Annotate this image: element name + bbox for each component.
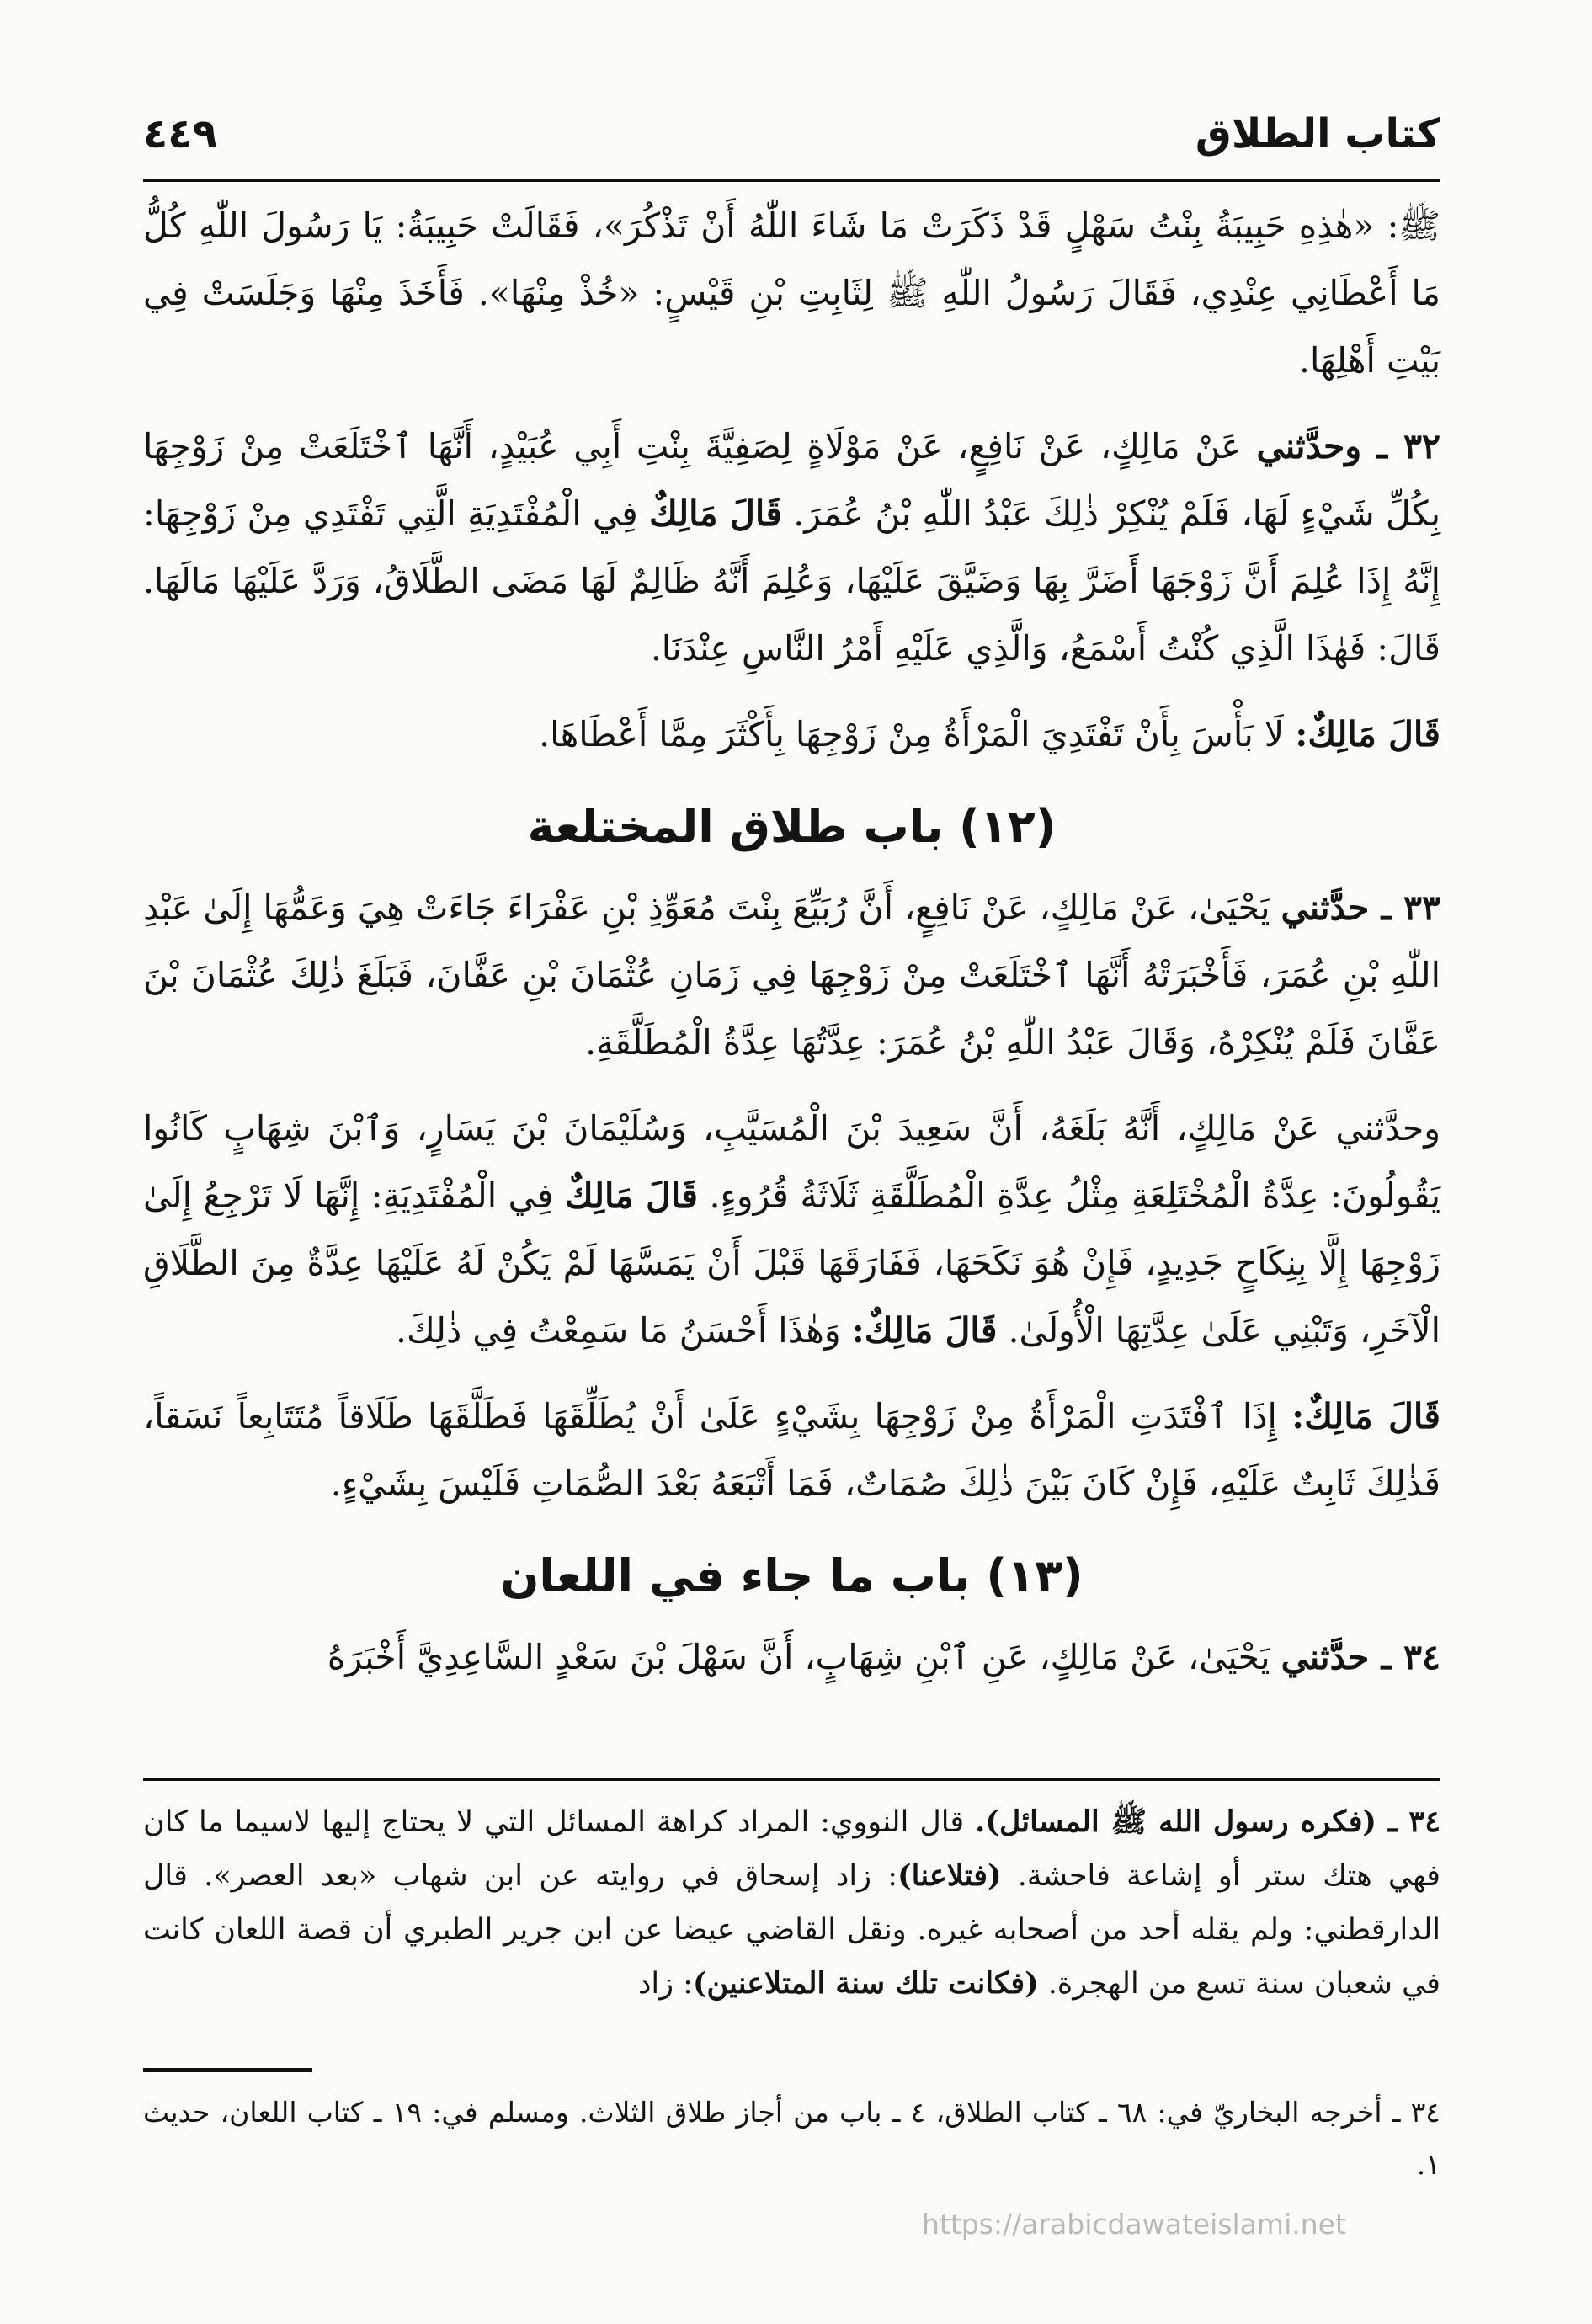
malik-said: قَالَ مَالِكٌ:: [1295, 714, 1440, 754]
malik-said: قَالَ مَالِكٌ:: [851, 1310, 998, 1351]
note-lead: ٣٤ ـ (فكره رسول الله ﷺ المسائل).: [975, 1804, 1440, 1839]
hadith-number: ٣٣ ـ حدَّثني: [1281, 887, 1440, 928]
paragraph-continued: [143, 192, 1440, 394]
hadith-text: فِي الْمُفْتَدِيَةِ الَّتِي تَفْتَدِي مِنْ زَوْجِهَا: إِنَّهُ إِذَا عُلِمَ أَنَّ زَوْجَهَا أَضَرَّ بِهَا وَضَيَّقَ عَلَيْهَا، وَعُلِمَ أَنَّهُ ظَالِمٌ لَهَا مَضَى الطَّلَاقُ، وَرَدَّ عَلَيْهَا مَالَهَا. قَالَ: فَهٰذَا الَّذِي كُنْتُ أَسْمَعُ، وَالَّذِي عَلَيْهِ أَمْرُ النَّاسِ عِنْدَنَا.: [143, 493, 1440, 669]
hadith-34: [143, 1623, 1440, 1691]
running-title: كتاب الطلاق: [1195, 110, 1440, 157]
hadith-number: ٣٤ ـ حدَّثني: [1281, 1637, 1440, 1677]
hadith-text: يَحْيَىٰ، عَنْ مَالِكٍ، عَنْ نَافِعٍ، أَنَّ رُبَيِّعَ بِنْتَ مُعَوِّذِ بْنِ عَفْرَاءَ جَاءَتْ هِيَ وَعَمُّهَا إِلَىٰ عَبْدِ اللّٰهِ بْنِ عُمَرَ، فَأَخْبَرَتْهُ أَنَّهَا ٱخْتَلَعَتْ مِنْ زَوْجِهَا فِي زَمَانِ عُثْمَانَ بْنِ عَفَّانَ، فَبَلَغَ ذٰلِكَ عُثْمَانَ بْنَ عَفَّانَ فَلَمْ يُنْكِرْهُ، وَقَالَ عَبْدُ اللّٰهِ بْنُ عُمَرَ: عِدَّتُهَا عِدَّةُ الْمُطَلَّقَةِ.: [143, 887, 1440, 1063]
statement-text: لَا بَأْسَ بِأَنْ تَفْتَدِيَ الْمَرْأَةُ مِنْ زَوْجِهَا بِأَكْثَرَ مِمَّا أَعْطَاهَا.: [539, 714, 1296, 754]
chapter-title-13: (١٣) باب ما جاء في اللعان: [500, 1549, 1084, 1602]
header-rule: [143, 179, 1440, 182]
malik-statement: [143, 701, 1440, 768]
page-header: [143, 105, 1440, 181]
chapter-title-12: (١٢) باب طلاق المختلعة: [527, 800, 1057, 853]
page-number: ٤٤٩: [143, 110, 217, 157]
note-text: قال النووي: المراد كراهة المسائل التي لا يحتاج إليها لاسيما ما كان فهي هتك ستر أو إشاعة فاحشة.: [143, 1805, 1441, 1893]
paragraph-mukhtali-a: [143, 1095, 1440, 1364]
hadith-32: [143, 413, 1440, 682]
main-text: [143, 192, 1440, 1709]
note-text: : زاد إسحاق في روايته عن ابن شهاب «بعد العصر». قال الدارقطني: ولم يقله أحد من أصحابه غيره. ونقل القاضي عيضا عن ابن جرير الطبري أن قصة اللعان كانت في شعبان سنة تسع من الهجرة.: [143, 1859, 1440, 2001]
hadith-text: يَحْيَىٰ، عَنْ مَالِكٍ، عَنِ ٱبْنِ شِهَابٍ، أَنَّ سَهْلَ بْنَ سَعْدٍ السَّاعِدِيَّ أَخْبَرَهُ: [327, 1637, 1281, 1677]
note-34: [143, 1795, 1440, 2011]
reference-34: ٣٤ ـ أخرجه البخاريّ في: ٦٨ ـ كتاب الطلاق، ٤ ـ باب من أجاز طلاق الثلاث. ومسلم في: ١٩ ـ كتاب اللعان، حديث ١.: [143, 2096, 1441, 2181]
note-text: : زاد: [637, 1967, 693, 2001]
malik-statement: [143, 1383, 1440, 1517]
paragraph-text: وحدَّثني عَنْ مَالِكٍ، أَنَّهُ بَلَغَهُ، أَنَّ سَعِيدَ بْنَ الْمُسَيَّبِ، وَسُلَيْمَانَ بْنَ يَسَارٍ، وَٱبْنَ شِهَابٍ كَانُوا يَقُولُونَ: عِدَّةُ الْمُخْتَلِعَةِ مِثْلُ عِدَّةِ الْمُطَلَّقَةِ ثَلَاثَةُ قُرُوءٍ.: [143, 1108, 1440, 1216]
paragraph-text: ﷺ: «هٰذِهِ حَبِيبَةُ بِنْتُ سَهْلٍ قَدْ ذَكَرَتْ مَا شَاءَ اللّٰهُ أَنْ تَذْكُرَ»، فَقَالَتْ حَبِيبَةُ: يَا رَسُولَ اللّٰهِ كُلُّ مَا أَعْطَانِي عِنْدِي، فَقَالَ رَسُولُ اللّٰهِ ﷺ لِثَابِتِ بْنِ قَيْسٍ: «خُذْ مِنْهَا». فَأَخَذَ مِنْهَا وَجَلَسَتْ فِي بَيْتِ أَهْلِهَا.: [143, 205, 1440, 381]
commentary-notes: [143, 1795, 1440, 2011]
malik-said: قَالَ مَالِكٌ: [564, 1175, 699, 1216]
note-bold: (فتلاعنا): [897, 1858, 1002, 1893]
watermark-url: https://arabicdawateislami.net: [922, 2208, 1346, 2241]
hadith-number: ٣٢ ـ وحدَّثني: [1256, 426, 1441, 466]
malik-said: قَالَ مَالِكٌ: [649, 493, 782, 534]
references-rule: [143, 2068, 312, 2072]
hadith-text: عَنْ مَالِكٍ، عَنْ نَافِعٍ، عَنْ مَوْلَاةٍ لِصَفِيَّةَ بِنْتِ أَبِي عُبَيْدٍ، أَنَّهَا ٱخْتَلَعَتْ مِنْ زَوْجِهَا بِكُلِّ شَيْءٍ لَهَا، فَلَمْ يُنْكِرْ ذٰلِكَ عَبْدُ اللّٰهِ بْنُ عُمَرَ.: [143, 426, 1440, 534]
paragraph-text: فِي الْمُفْتَدِيَةِ: إِنَّهَا لَا تَرْجِعُ إِلَىٰ زَوْجِهَا إِلَّا بِنِكَاحٍ جَدِيدٍ، فَإِنْ هُوَ نَكَحَهَا، فَفَارَقَهَا قَبْلَ أَنْ يَمَسَّهَا لَمْ يَكُنْ لَهُ عَلَيْهَا عِدَّةٌ مِنَ الطَّلَاقِ الْآخَرِ، وَتَبْنِي عَلَىٰ عِدَّتِهَا الْأُولَىٰ.: [143, 1175, 1440, 1351]
malik-said: قَالَ مَالِكٌ:: [1291, 1396, 1440, 1437]
statement-text: إِذَا ٱفْتَدَتِ الْمَرْأَةُ مِنْ زَوْجِهَا بِشَيْءٍ عَلَىٰ أَنْ يُطَلِّقَهَا فَطَلَّقَهَا طَلَاقاً مُتَتَابِعاً نَسَقاً، فَذٰلِكَ ثَابِتٌ عَلَيْهِ، فَإِنْ كَانَ بَيْنَ ذٰلِكَ صُمَاتٌ، فَمَا أَتْبَعَهُ بَعْدَ الصُّمَاتِ فَلَيْسَ بِشَيْءٍ.: [143, 1396, 1440, 1504]
note-bold: (فكانت تلك سنة المتلاعنين): [692, 1966, 1039, 2001]
hadith-33: [143, 874, 1440, 1076]
notes-rule: [143, 1778, 1440, 1781]
references: [143, 2087, 1440, 2191]
paragraph-text: وَهٰذَا أَحْسَنُ مَا سَمِعْتُ فِي ذٰلِكَ.: [395, 1310, 852, 1351]
